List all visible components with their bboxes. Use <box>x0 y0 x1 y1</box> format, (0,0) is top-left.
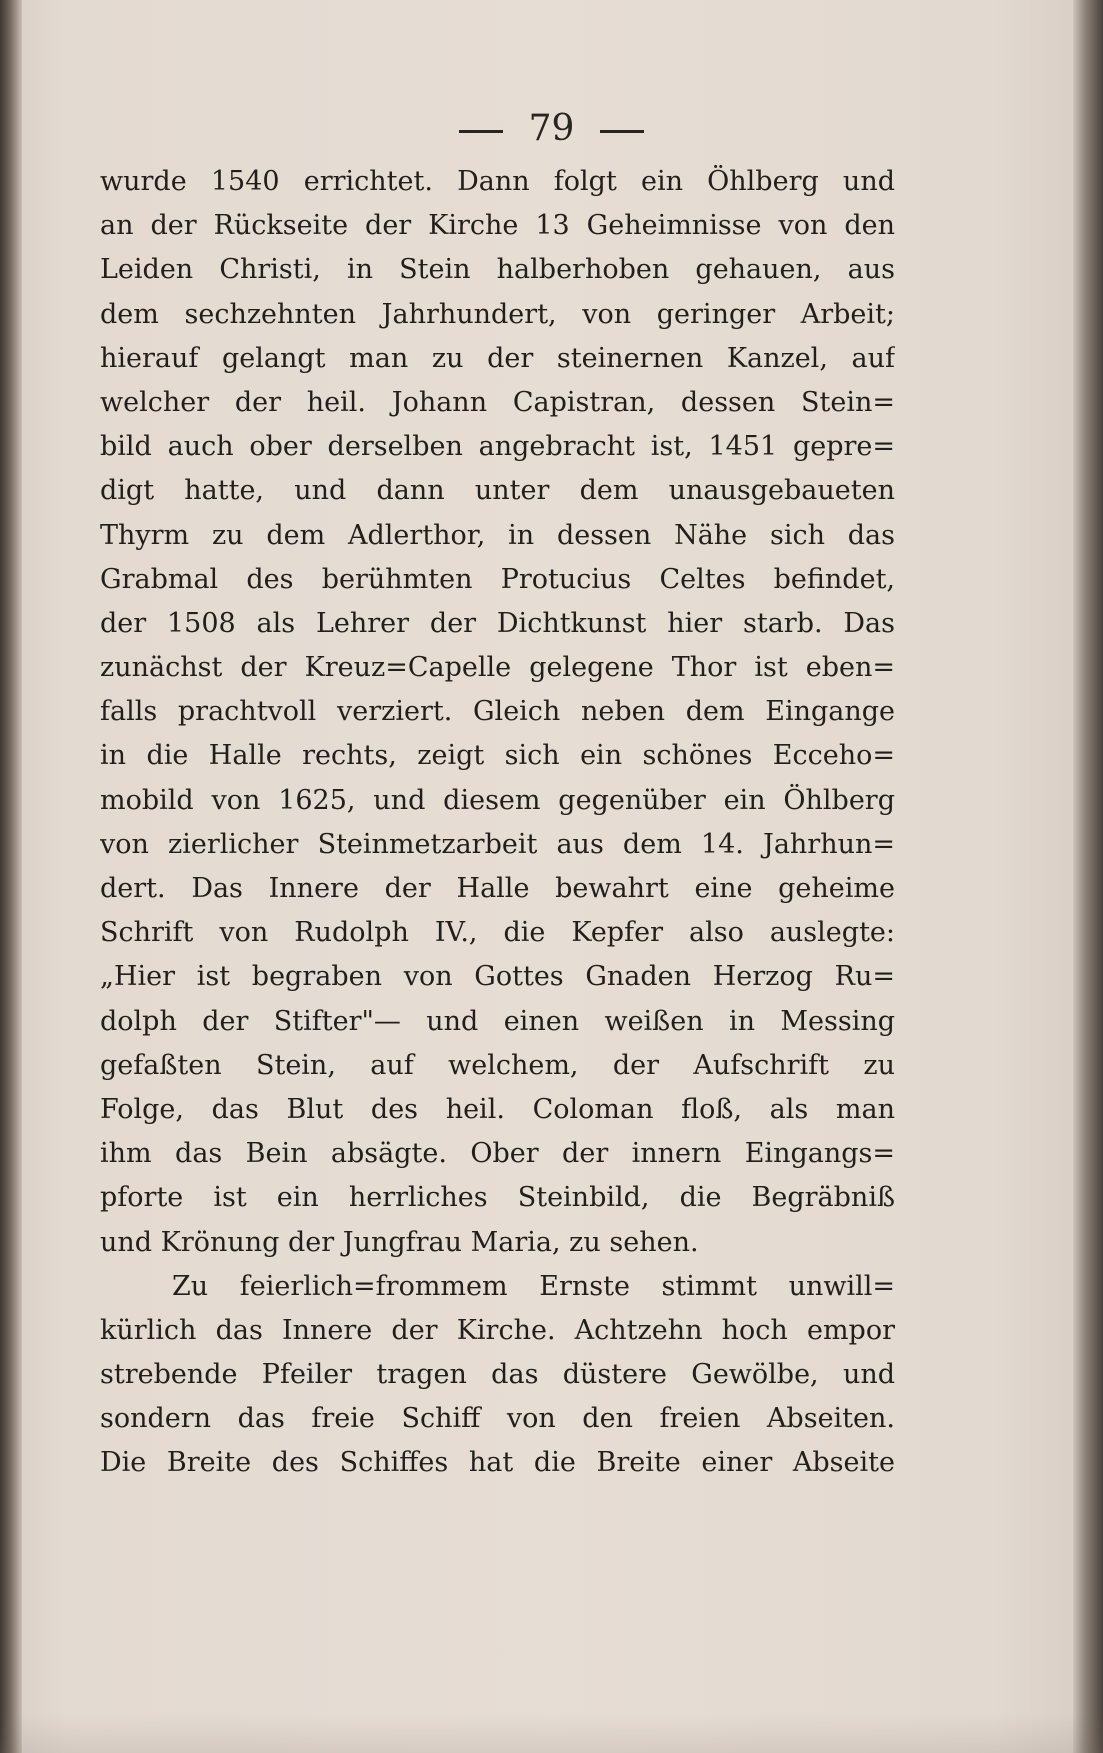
text-line: Grabmal des berühmten Protucius Celtes befindet, <box>100 563 895 595</box>
text-line: Folge, das Blut des heil. Coloman floß, als man <box>100 1093 895 1125</box>
text-line: Leiden Christi, in Stein halberhoben gehauen, aus <box>100 254 895 286</box>
text-line: falls prachtvoll verziert. Gleich neben dem Eingange <box>100 696 895 728</box>
text-line: ihm das Bein absägte. Ober der innern Eingangs= <box>100 1138 895 1170</box>
text-line: Zu feierlich=frommem Ernste stimmt unwill= <box>172 1270 895 1302</box>
page-bottom-shade <box>0 1713 1103 1753</box>
text-line: zunächst der Kreuz=Capelle gelegene Thor ist eben= <box>100 652 895 684</box>
text-line: mobild von 1625, und diesem gegenüber ein Öhlberg <box>100 784 895 816</box>
text-line: an der Rückseite der Kirche 13 Geheimnisse von den <box>100 210 895 242</box>
text-line: dem sechzehnten Jahrhundert, von geringer Arbeit; <box>100 298 895 330</box>
text-line: Die Breite des Schiffes hat die Breite einer Abseite <box>100 1447 895 1479</box>
text-line: dert. Das Innere der Halle bewahrt eine geheime <box>100 873 895 904</box>
text-line: kürlich das Innere der Kirche. Achtzehn hoch empor <box>100 1314 895 1346</box>
text-line: Thyrm zu dem Adlerthor, in dessen Nähe sich das <box>100 519 895 551</box>
text-line: Schrift von Rudolph IV., die Kepfer also auslegte: <box>100 917 895 949</box>
page-header <box>0 108 1103 149</box>
text-line: der 1508 als Lehrer der Dichtkunst hier starb. Das <box>100 607 895 639</box>
page-left-edge <box>0 0 22 1753</box>
text-line: dolph der Stifter"— und einen weißen in Messing <box>100 1005 895 1037</box>
text-line: von zierlicher Steinmetzarbeit aus dem 14. Jahrhun= <box>100 828 895 860</box>
page-text-body <box>100 160 895 1486</box>
text-line: bild auch ober derselben angebracht ist, 1451 gepre= <box>100 431 895 463</box>
text-line: „Hier ist begraben von Gottes Gnaden Herzog Ru= <box>100 961 895 993</box>
text-line: pforte ist ein herrliches Steinbild, die Begräbniß <box>100 1182 895 1214</box>
text-line: in die Halle rechts, zeigt sich ein schönes Ecceho= <box>100 740 895 772</box>
text-line: digt hatte, und dann unter dem unausgebaueten <box>100 475 895 507</box>
header-dash-right <box>600 130 644 133</box>
page-right-edge <box>1073 0 1103 1753</box>
text-line: sondern das freie Schiff von den freien Abseiten. <box>100 1403 895 1435</box>
text-line: gefaßten Stein, auf welchem, der Aufschrift zu <box>100 1049 895 1081</box>
header-dash-left <box>459 130 503 133</box>
text-line: und Krönung der Jungfrau Maria, zu sehen. <box>100 1226 699 1258</box>
page-number: 79 <box>528 108 575 149</box>
text-line: welcher der heil. Johann Capistran, dessen Stein= <box>100 386 895 418</box>
text-line: hierauf gelangt man zu der steinernen Kanzel, auf <box>100 342 895 374</box>
text-line: strebende Pfeiler tragen das düstere Gewölbe, und <box>100 1359 895 1391</box>
text-line: wurde 1540 errichtet. Dann folgt ein Öhlberg und <box>100 166 895 197</box>
